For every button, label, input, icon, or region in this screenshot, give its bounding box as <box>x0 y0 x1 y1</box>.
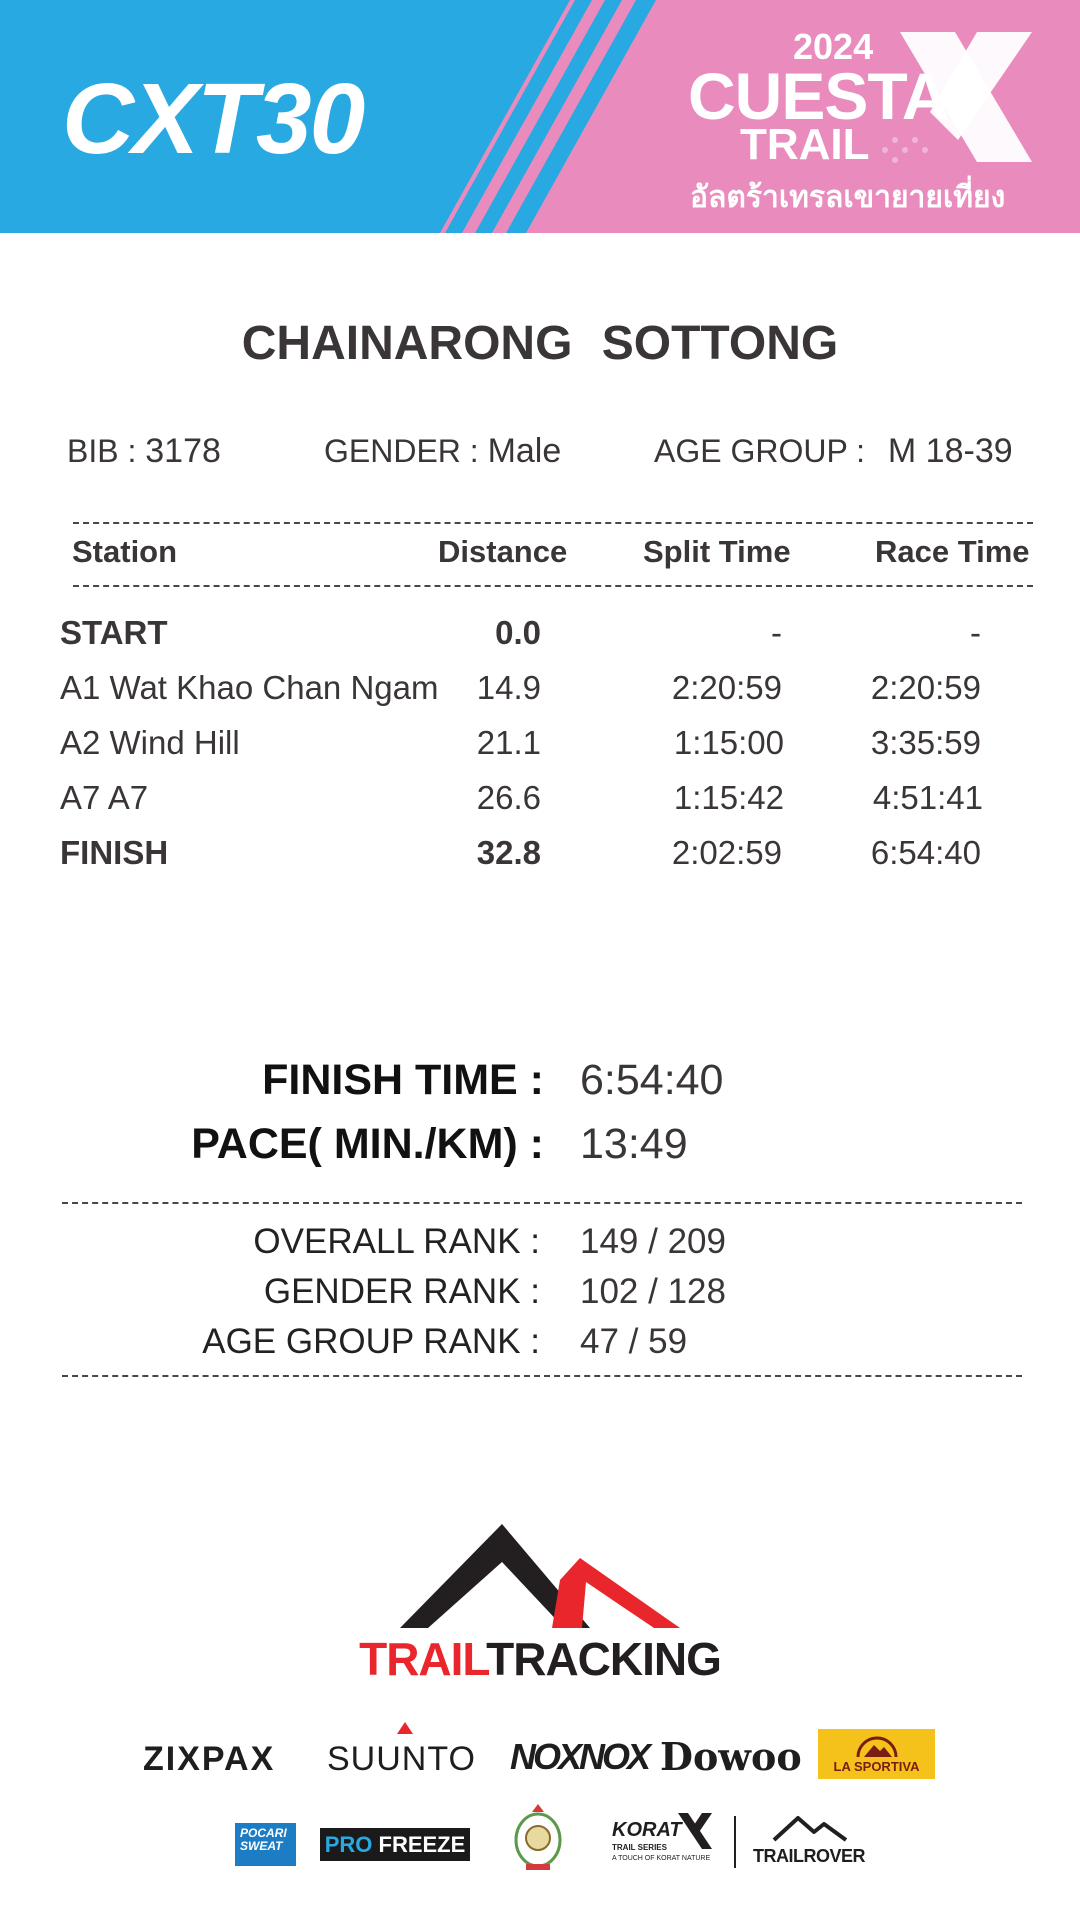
provincial-seal-icon <box>510 1802 566 1872</box>
runner-name: CHAINARONG SOTTONG <box>241 317 839 370</box>
row-a7-split: 1:15:42 <box>673 779 784 816</box>
row-finish-distance: 32.8 <box>476 834 541 871</box>
row-finish-split: 2:02:59 <box>671 834 782 871</box>
la-sportiva-mountain-icon <box>856 1735 898 1759</box>
row-a7-race: 4:51:41 <box>872 779 983 816</box>
age-group-info <box>654 432 1013 471</box>
gender-value: Male <box>487 432 562 470</box>
summary-top-divider <box>62 1202 1022 1204</box>
gender-rank-value: 102 / 128 <box>580 1272 726 1311</box>
pro-freeze-logo <box>320 1828 470 1861</box>
cuesta-title: CUESTA <box>688 59 949 133</box>
pace-value: 13:49 <box>580 1120 688 1168</box>
row-start-race: - <box>970 614 981 651</box>
suunto-text: SUUNTO <box>327 1740 476 1778</box>
row-start-distance: 0.0 <box>495 614 541 651</box>
la-sportiva-logo <box>818 1729 935 1779</box>
sponsor-divider <box>734 1816 736 1868</box>
cuesta-trail: TRAIL <box>740 120 870 169</box>
row-a7-station: A7 A7 <box>60 779 149 816</box>
header-station: Station <box>72 534 178 569</box>
overall-rank-value: 149 / 209 <box>580 1222 726 1261</box>
trailrover-mountain-icon <box>770 1812 850 1842</box>
row-a1-split: 2:20:59 <box>671 669 782 706</box>
age-group-value: M 18-39 <box>887 432 1013 470</box>
bib-info <box>67 432 221 471</box>
korat-tagline: A TOUCH OF KORAT NATURE <box>612 1855 711 1862</box>
pro-freeze-text-b: FREEZE <box>378 1832 466 1857</box>
suunto-triangle-icon <box>397 1722 413 1734</box>
trailtracking-wordmark <box>0 1632 1080 1686</box>
trailtracking-trail: TRAIL <box>359 1633 487 1685</box>
la-sportiva-text: LA SPORTIVA <box>833 1759 920 1774</box>
trailtracking-tracking: TRACKING <box>486 1633 721 1685</box>
table-header-divider <box>73 585 1033 587</box>
dowoo-logo: Dowoo <box>660 1734 802 1779</box>
row-a7-distance: 26.6 <box>476 779 541 816</box>
row-a1-race: 2:20:59 <box>870 669 981 706</box>
zixpax-logo: ZIXPAX <box>143 1740 276 1778</box>
age-group-rank-value: 47 / 59 <box>580 1322 688 1361</box>
pace-label: PACE( MIN./KM) : <box>191 1120 544 1168</box>
pocari-text-2: SWEAT <box>240 1839 283 1853</box>
pro-freeze-text-a: PRO <box>324 1832 373 1857</box>
gender-rank-label: GENDER RANK : <box>263 1272 540 1311</box>
trailrover-logo: TRAILROVER <box>753 1846 865 1866</box>
pocari-sweat-logo <box>235 1823 296 1866</box>
row-a1-distance: 14.9 <box>476 669 541 706</box>
korat-subtitle: TRAIL SERIES <box>612 1843 667 1852</box>
header-distance: Distance <box>438 534 568 569</box>
finish-time-label: FINISH TIME : <box>262 1056 544 1104</box>
bib-number: 3178 <box>145 432 221 470</box>
event-year: 2024 <box>793 26 874 67</box>
age-group-rank-label: AGE GROUP RANK : <box>202 1322 540 1361</box>
row-a2-split: 1:15:00 <box>673 724 784 761</box>
row-a2-station: A2 Wind Hill <box>60 724 240 761</box>
cxt30-logo: CXT30 <box>62 63 364 175</box>
table-top-divider <box>73 522 1033 524</box>
header-split-time: Split Time <box>643 534 791 569</box>
row-a2-race: 3:35:59 <box>870 724 981 761</box>
suunto-logo <box>327 1740 476 1779</box>
bib-label: BIB : <box>67 433 137 469</box>
row-start-station: START <box>60 614 168 651</box>
row-a1-station: A1 Wat Khao Chan Ngam <box>60 669 439 706</box>
trailtracking-mountain-icon <box>400 1520 680 1632</box>
gender-label: GENDER : <box>324 433 479 469</box>
pocari-text-1: POCARI <box>240 1826 287 1840</box>
row-a2-distance: 21.1 <box>476 724 541 761</box>
thai-tagline: อัลตร้าเทรลเขายายเที่ยง <box>690 181 1006 214</box>
summary-bottom-divider <box>62 1375 1022 1377</box>
korat-x-icon <box>678 1813 712 1849</box>
gender-info <box>324 432 561 471</box>
age-group-label: AGE GROUP : <box>654 433 866 469</box>
finish-time-value: 6:54:40 <box>580 1056 724 1104</box>
header-race-time: Race Time <box>875 534 1030 569</box>
overall-rank-label: OVERALL RANK : <box>253 1222 540 1261</box>
row-finish-race: 6:54:40 <box>870 834 981 871</box>
row-start-split: - <box>771 614 782 651</box>
event-banner <box>0 0 1080 233</box>
row-finish-station: FINISH <box>60 834 169 871</box>
korat-trail-series-logo <box>612 1813 722 1869</box>
noxnox-logo: NOXNOX <box>510 1736 649 1777</box>
korat-title: KORAT <box>612 1819 682 1841</box>
